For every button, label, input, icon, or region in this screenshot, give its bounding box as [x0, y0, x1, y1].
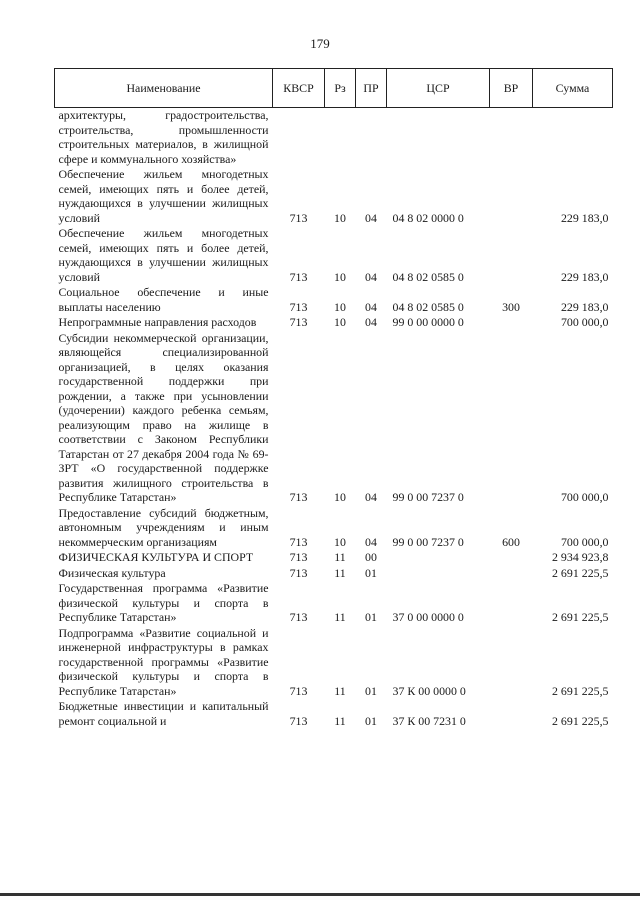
row-rz: 11: [334, 550, 346, 564]
row-pr: 04: [365, 534, 377, 549]
row-name: Социальное обеспечение и иные выплаты населению: [58, 285, 269, 314]
column-header-kvsr: КВСР: [273, 69, 325, 108]
row-pr: 01: [365, 713, 377, 728]
row-pr: 01: [365, 610, 377, 624]
row-name: Бюджетные инвестиции и капитальный ремонт социальной и: [58, 699, 269, 728]
row-kvsr: 713: [289, 683, 308, 698]
row-rz: 10: [334, 490, 346, 504]
row-sum: 229 183,0: [560, 210, 609, 225]
page-bottom-rule: [0, 893, 640, 896]
row-vr: [490, 315, 533, 331]
row-vr: [490, 699, 533, 729]
row-kvsr: 713: [289, 610, 308, 624]
row-csr: 99 0 00 7237 0: [392, 490, 464, 504]
row-sum: 2 691 225,5: [552, 610, 609, 624]
row-vr: [490, 331, 533, 506]
row-csr: 37 К 00 0000 0: [392, 683, 466, 698]
table-header: [55, 69, 613, 108]
row-vr: [490, 550, 533, 566]
row-rz: 11: [334, 610, 346, 624]
budget-table: [54, 68, 613, 729]
row-kvsr: 713: [289, 550, 308, 564]
row-sum: 2 934 923,8: [552, 550, 609, 564]
row-sum: 229 183,0: [560, 299, 609, 314]
row-rz: 11: [334, 713, 346, 728]
row-sum: 700 000,0: [560, 315, 609, 329]
row-kvsr: 713: [289, 534, 308, 549]
row-vr: [490, 226, 533, 285]
row-vr: [490, 581, 533, 626]
table-row: [55, 108, 613, 168]
table-row: [55, 331, 613, 506]
row-name: Подпрограмма «Развитие социальной и инженерной инфраструктуры в рамках государственной программы «Развитие физической культуры и спорта в Республике Татарстан»: [58, 625, 269, 698]
table-row: [55, 699, 613, 729]
row-kvsr: 713: [289, 299, 308, 314]
row-name: Непрограммные направления расходов: [58, 315, 257, 329]
row-csr: 99 0 00 7237 0: [392, 534, 464, 549]
row-rz: 10: [334, 210, 346, 225]
row-vr: 600: [502, 534, 520, 549]
column-header-pr: ПР: [356, 69, 387, 108]
row-kvsr: 713: [289, 210, 308, 225]
row-sum: 700 000,0: [560, 490, 609, 504]
table-row: [55, 285, 613, 315]
row-pr: 04: [365, 299, 377, 314]
row-kvsr: 713: [289, 269, 308, 284]
row-kvsr: 713: [289, 315, 308, 329]
row-name: Физическая культура: [58, 565, 166, 580]
row-rz: 10: [334, 299, 346, 314]
row-rz: 11: [334, 565, 346, 580]
row-sum: 229 183,0: [560, 269, 609, 284]
row-pr: 04: [365, 490, 377, 504]
row-csr: 04 8 02 0585 0: [392, 269, 464, 284]
row-pr: 04: [365, 315, 377, 329]
row-csr: 37 0 00 0000 0: [392, 610, 464, 624]
row-vr: [490, 566, 533, 582]
page-number: 179: [310, 36, 330, 51]
row-rz: 11: [334, 683, 346, 698]
row-rz: 10: [334, 269, 346, 284]
row-sum: 2 691 225,5: [552, 565, 609, 580]
table-row: [55, 315, 613, 331]
row-sum: 700 000,0: [560, 534, 609, 549]
row-name: Обеспечение жильем многодетных семей, имеющих пять и более детей, нуждающихся в улучшении жилищных условий: [58, 167, 269, 225]
row-csr: 37 К 00 7231 0: [392, 713, 466, 728]
row-pr: 00: [365, 550, 377, 564]
row-vr: 300: [502, 299, 520, 314]
table-row: [55, 226, 613, 285]
table-row: [55, 626, 613, 700]
table-row: [55, 506, 613, 551]
column-header-sum: Сумма: [533, 69, 613, 108]
row-pr: 04: [365, 210, 377, 225]
row-vr: [490, 108, 533, 168]
row-sum: 2 691 225,5: [552, 683, 609, 698]
row-pr: [356, 108, 387, 168]
row-csr: [387, 108, 490, 168]
row-rz: 10: [334, 315, 346, 329]
table-row: [55, 581, 613, 626]
row-sum: [533, 108, 613, 168]
row-csr: [387, 566, 490, 582]
row-csr: [387, 550, 490, 566]
table-row: [55, 550, 613, 566]
table-row: [55, 566, 613, 582]
row-kvsr: 713: [289, 565, 308, 580]
row-kvsr: 713: [289, 713, 308, 728]
row-pr: 01: [365, 683, 377, 698]
row-name: Обеспечение жильем многодетных семей, имеющих пять и более детей, нуждающихся в улучшении жилищных условий: [58, 226, 269, 284]
column-header-vr: ВР: [490, 69, 533, 108]
row-pr: 04: [365, 269, 377, 284]
row-kvsr: 713: [289, 490, 308, 504]
table-row: [55, 167, 613, 226]
row-name: Предоставление субсидий бюджетным, автономным учреждениям и иным некоммерческим организациям: [58, 505, 269, 549]
row-kvsr: [273, 108, 325, 168]
row-name: Субсидии некоммерческой организации, являющейся специализированной организацией, в целях оказания государственной поддержки при рождении, а также при усыновлении (удочерении) каждого ребенка семьям, реализующим право на жилище в соответствии с Законом Республики Татарстан от 27 декабря 2004 года № 69-ЗРТ «О государственной поддержке развития жилищного строительства в Республике Татарстан»: [58, 330, 269, 504]
row-name: ФИЗИЧЕСКАЯ КУЛЬТУРА И СПОРТ: [58, 550, 254, 564]
column-header-rz: Рз: [325, 69, 356, 108]
row-sum: 2 691 225,5: [552, 713, 609, 728]
column-header-csr: ЦСР: [387, 69, 490, 108]
row-vr: [490, 626, 533, 700]
row-pr: 01: [365, 565, 377, 580]
row-name: архитектуры, градостроительства, строительства, промышленности строительных материалов, в жилищной сфере и коммунального хозяйства»: [58, 108, 269, 166]
table-body: [55, 108, 613, 730]
row-csr: 04 8 02 0000 0: [392, 210, 464, 225]
column-header-name: Наименование: [55, 69, 273, 108]
row-rz: 10: [334, 534, 346, 549]
row-rz: [325, 108, 356, 168]
row-csr: 04 8 02 0585 0: [392, 299, 464, 314]
row-name: Государственная программа «Развитие физической культуры и спорта в Республике Татарстан»: [58, 581, 269, 624]
row-csr: 99 0 00 0000 0: [392, 315, 464, 329]
row-vr: [490, 167, 533, 226]
